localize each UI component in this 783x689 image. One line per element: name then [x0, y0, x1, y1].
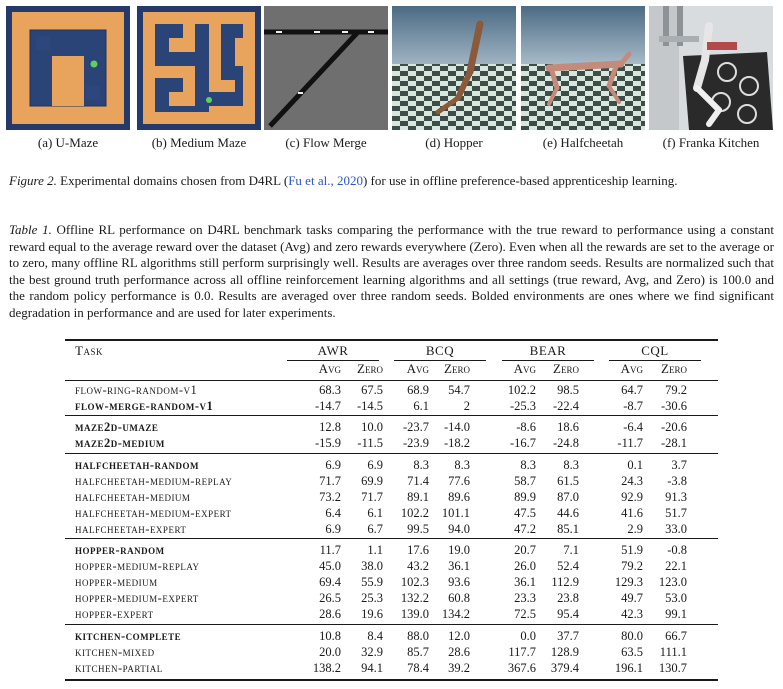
table-cell-value: 117.7 [508, 644, 536, 659]
figure-caption-medium-maze: (b) Medium Maze [151, 135, 247, 150]
table-cell-value: 8.3 [520, 457, 536, 472]
table-cell-value: 41.6 [621, 505, 643, 520]
table-cell-value: 71.4 [407, 473, 429, 488]
table-cell-value: 196.1 [614, 660, 643, 675]
figure-label: Figure 2. [9, 173, 57, 188]
table-cell-value: -14.7 [314, 399, 341, 413]
table-cell-value: 89.9 [514, 489, 536, 504]
table-cell-value: 12.8 [319, 420, 341, 435]
table-cell-value: 28.6 [448, 644, 470, 659]
table-row-task: kitchen-partial [75, 660, 163, 675]
table-cell-value: 49.7 [621, 591, 643, 606]
table-cell-value: -15.9 [314, 436, 341, 451]
section-rule [65, 624, 718, 625]
table-cell-value: 88.0 [407, 628, 429, 643]
table-row-task: halfcheetah-expert [75, 521, 187, 536]
subheader-zero: Zero [553, 361, 579, 376]
table-cell-value: 367.6 [507, 660, 536, 675]
table-cell-value: 130.7 [658, 660, 687, 675]
table-cell-value: 99.1 [665, 607, 687, 622]
table-cell-value: -8.7 [623, 399, 643, 413]
table-cell-value: -28.1 [660, 436, 687, 451]
table-cell-value: 94.1 [361, 660, 383, 675]
table-cell-value: 91.3 [665, 489, 687, 504]
group-header-bear: BEAR [529, 343, 567, 358]
table-cell-value: 93.6 [448, 575, 470, 590]
table-cell-value: 78.4 [407, 660, 429, 675]
table-row-task: hopper-expert [75, 607, 154, 622]
medium-maze-image [137, 6, 261, 130]
table-cell-value: 3.7 [671, 457, 687, 472]
table-cell-value: -23.9 [402, 436, 429, 451]
table-cell-value: 1.1 [367, 543, 383, 558]
table-cell-value: 17.6 [407, 543, 429, 558]
table-cell-value: 89.6 [448, 489, 470, 504]
table-cell-value: 71.7 [361, 489, 383, 504]
figure-caption [9, 172, 773, 190]
table-row-task: maze2d-umaze [75, 420, 159, 435]
table-cell-value: 0.0 [520, 628, 536, 643]
table-cell-value: 2.9 [627, 521, 643, 536]
table-cell-value: 98.5 [557, 383, 579, 397]
table-cell-value: 92.9 [621, 489, 643, 504]
table-cell-value: 99.5 [407, 521, 429, 536]
table-cell-value: 20.0 [319, 644, 341, 659]
table-cell-value: 26.5 [319, 591, 341, 606]
table-cell-value: 67.5 [361, 383, 383, 397]
citation-link[interactable]: Fu et al., 2020 [288, 173, 363, 188]
table-cell-value: 102.2 [507, 383, 536, 397]
table-row-task: maze2d-medium [75, 436, 165, 451]
table-cell-value: 8.3 [413, 457, 429, 472]
table-cell-value: 68.3 [319, 383, 341, 397]
table-cell-value: 42.3 [621, 607, 643, 622]
table-cell-value: -0.8 [667, 543, 687, 558]
table-cell-value: 379.4 [550, 660, 579, 675]
table-cell-value: 12.0 [448, 628, 470, 643]
group-header-bcq: BCQ [425, 343, 455, 358]
subheader-zero: Zero [357, 361, 383, 376]
group-header-awr: AWR [317, 343, 349, 358]
table-cell-value: 8.3 [454, 457, 470, 472]
table-row-task: halfcheetah-medium-replay [75, 473, 233, 488]
table-cell-value: 7.1 [563, 543, 579, 558]
table-cell-value: 36.1 [448, 559, 470, 574]
table-cell-value: 6.4 [325, 505, 341, 520]
table-cell-value: 8.3 [563, 457, 579, 472]
figure-caption-text-before: Experimental domains chosen from D4RL ( [56, 173, 289, 188]
table-cell-value: 6.9 [325, 457, 341, 472]
table-cell-value: 132.2 [400, 591, 429, 606]
figure-caption-text-after: ) for use in offline preference-based apprenticeship learning. [362, 173, 678, 188]
table-cell-value: 6.9 [325, 521, 341, 536]
figure-caption-franka-kitchen: (f) Franka Kitchen [662, 135, 760, 150]
table-cell-value: 33.0 [665, 521, 687, 536]
table-row-task: kitchen-mixed [75, 644, 155, 659]
table-cell-value: 6.7 [367, 521, 383, 536]
table-cell-value: 37.7 [557, 628, 579, 643]
table-cell-value: 71.7 [319, 473, 341, 488]
table-cell-value: 51.9 [621, 543, 643, 558]
table-cell-value: 68.9 [407, 383, 429, 397]
task-header: Task [75, 343, 103, 358]
table-cell-value: 2 [463, 399, 470, 413]
table-cell-value: 19.0 [448, 543, 470, 558]
table-bottom-rule [65, 679, 718, 681]
table-cell-value: -6.4 [623, 420, 643, 435]
hopper-image [392, 6, 516, 130]
table-cell-value: -11.7 [617, 436, 643, 451]
table-cell-value: -22.4 [552, 399, 579, 413]
subheader-zero: Zero [661, 361, 687, 376]
table-row-task: hopper-medium-replay [75, 559, 200, 574]
table-cell-value: 134.2 [441, 607, 470, 622]
table-cell-value: 58.7 [514, 473, 536, 488]
halfcheetah-image [521, 6, 645, 130]
header-rule [65, 380, 718, 381]
figure-caption-flow-merge: (c) Flow Merge [285, 135, 367, 150]
table-cell-value: 26.0 [514, 559, 536, 574]
subheader-avg: Avg [318, 361, 341, 376]
table-cell-value: 6.9 [367, 457, 383, 472]
table-cell-value: 95.4 [557, 607, 579, 622]
table-cell-value: 28.6 [319, 607, 341, 622]
table-cell-value: 52.4 [557, 559, 579, 574]
table-cell-value: 11.7 [319, 543, 341, 558]
table-row-task: hopper-medium-expert [75, 591, 199, 606]
subheader-avg: Avg [620, 361, 643, 376]
table-cell-value: -23.7 [402, 420, 429, 435]
table-cell-value: 22.1 [665, 559, 687, 574]
table-row-task: hopper-random [75, 543, 165, 558]
table-cell-value: -25.3 [509, 399, 536, 413]
subheader-avg: Avg [406, 361, 429, 376]
figure-row [6, 6, 776, 161]
table-cell-value: 66.7 [665, 628, 687, 643]
table-cell-value: 47.2 [514, 521, 536, 536]
table-cell-value: 77.6 [448, 473, 470, 488]
table-cell-value: 39.2 [448, 660, 470, 675]
table-cell-value: -20.6 [660, 420, 687, 435]
franka-kitchen-image [649, 6, 773, 130]
table-cell-value: -24.8 [552, 436, 579, 451]
group-header-cql: CQL [641, 343, 669, 358]
table-cell-value: 8.4 [367, 628, 383, 643]
table-row-task: halfcheetah-random [75, 457, 199, 472]
table-cell-value: 54.7 [448, 383, 470, 397]
table-label: Table 1. [9, 222, 52, 237]
table-cell-value: 47.5 [514, 505, 536, 520]
table-cell-value: 6.1 [367, 505, 383, 520]
table-cell-value: -14.5 [356, 399, 383, 413]
table-cell-value: -30.6 [660, 399, 687, 413]
table-cell-value: 64.7 [621, 383, 643, 397]
table-cell-value: 80.0 [621, 628, 643, 643]
table-caption-text: Offline RL performance on D4RL benchmark tasks comparing the performance with the true reward to performance using a constant reward equal to the average reward over the dataset (Avg) and zero rewards everywhere (Zero). Even when all the rewards are set to the average or to zero, many offline RL algorithms still perform surprisingly well. Results are averages over three random seeds. Results are normalized such that the best ground truth performance across all offline reinforcement learning algorithms and all settings (true reward, Avg, and Zero) is 100.0 and the random policy performance is 0.0. Results are averaged over three random seeds. Bolded environments are ones where we find significant degradation in performance and are used for later experiments. [9, 222, 774, 320]
figure-caption-umaze: (a) U-Maze [37, 135, 99, 150]
table-cell-value: 139.0 [400, 607, 429, 622]
table-cell-value: 38.0 [361, 559, 383, 574]
table-row-task: flow-ring-random-v1 [75, 383, 198, 397]
table-cell-value: 23.3 [514, 591, 536, 606]
table-cell-value: 19.6 [361, 607, 383, 622]
table-cell-value: 24.3 [621, 473, 643, 488]
table-cell-value: 128.9 [550, 644, 579, 659]
table-row-task: flow-merge-random-v1 [75, 399, 214, 413]
table-cell-value: 85.1 [557, 521, 579, 536]
table-cell-value: -8.6 [516, 420, 536, 435]
table-cell-value: -14.0 [443, 420, 470, 435]
table-cell-value: 112.9 [551, 575, 579, 590]
table-cell-value: 0.1 [627, 457, 643, 472]
table-cell-value: 10.8 [319, 628, 341, 643]
table-cell-value: 69.4 [319, 575, 341, 590]
table-cell-value: 55.9 [361, 575, 383, 590]
table-cell-value: 6.1 [413, 399, 429, 413]
table-row-task: halfcheetah-medium [75, 489, 191, 504]
flow-merge-image [264, 6, 388, 130]
table-cell-value: 73.2 [319, 489, 341, 504]
table-cell-value: 36.1 [514, 575, 536, 590]
table-cell-value: -3.8 [667, 473, 687, 488]
table-cell-value: 61.5 [557, 473, 579, 488]
table-cell-value: 53.0 [665, 591, 687, 606]
table-cell-value: 89.1 [407, 489, 429, 504]
table-top-rule [65, 339, 718, 341]
table-cell-value: 10.0 [361, 420, 383, 435]
table-cell-value: 111.1 [659, 644, 687, 659]
table-cell-value: 101.1 [441, 505, 470, 520]
table-cell-value: 60.8 [448, 591, 470, 606]
table-cell-value: 45.0 [319, 559, 341, 574]
table-cell-value: 85.7 [407, 644, 429, 659]
table-cell-value: -16.7 [509, 436, 536, 451]
section-rule [65, 453, 718, 454]
table-cell-value: 20.7 [514, 543, 536, 558]
u-maze-image [6, 6, 130, 130]
table-cell-value: 79.2 [665, 383, 687, 397]
table-row-task: hopper-medium [75, 575, 158, 590]
table-cell-value: 138.2 [312, 660, 341, 675]
figure-caption-halfcheetah: (e) Halfcheetah [542, 135, 624, 150]
table-cell-value: 79.2 [621, 559, 643, 574]
table-cell-value: 94.0 [448, 521, 470, 536]
section-rule [65, 415, 718, 416]
table-cell-value: -18.2 [443, 436, 470, 451]
figure-caption-hopper: (d) Hopper [425, 135, 483, 150]
table-row-task: halfcheetah-medium-expert [75, 505, 232, 520]
table-cell-value: 44.6 [557, 505, 579, 520]
table-cell-value: 102.2 [400, 505, 429, 520]
table-cell-value: 32.9 [361, 644, 383, 659]
table-cell-value: 51.7 [665, 505, 687, 520]
subheader-avg: Avg [513, 361, 536, 376]
table-cell-value: 69.9 [361, 473, 383, 488]
subheader-zero: Zero [444, 361, 470, 376]
table-cell-value: 123.0 [658, 575, 687, 590]
table-cell-value: 63.5 [621, 644, 643, 659]
table-cell-value: 43.2 [407, 559, 429, 574]
table-cell-value: 18.6 [557, 420, 579, 435]
table-cell-value: 87.0 [557, 489, 579, 504]
table-cell-value: 102.3 [400, 575, 429, 590]
table-cell-value: 72.5 [514, 607, 536, 622]
section-rule [65, 538, 718, 539]
table-cell-value: -11.5 [357, 436, 383, 451]
table-cell-value: 25.3 [361, 591, 383, 606]
table-caption [9, 222, 774, 322]
table-cell-value: 129.3 [614, 575, 643, 590]
table-cell-value: 23.8 [557, 591, 579, 606]
table-row-task: kitchen-complete [75, 628, 182, 643]
